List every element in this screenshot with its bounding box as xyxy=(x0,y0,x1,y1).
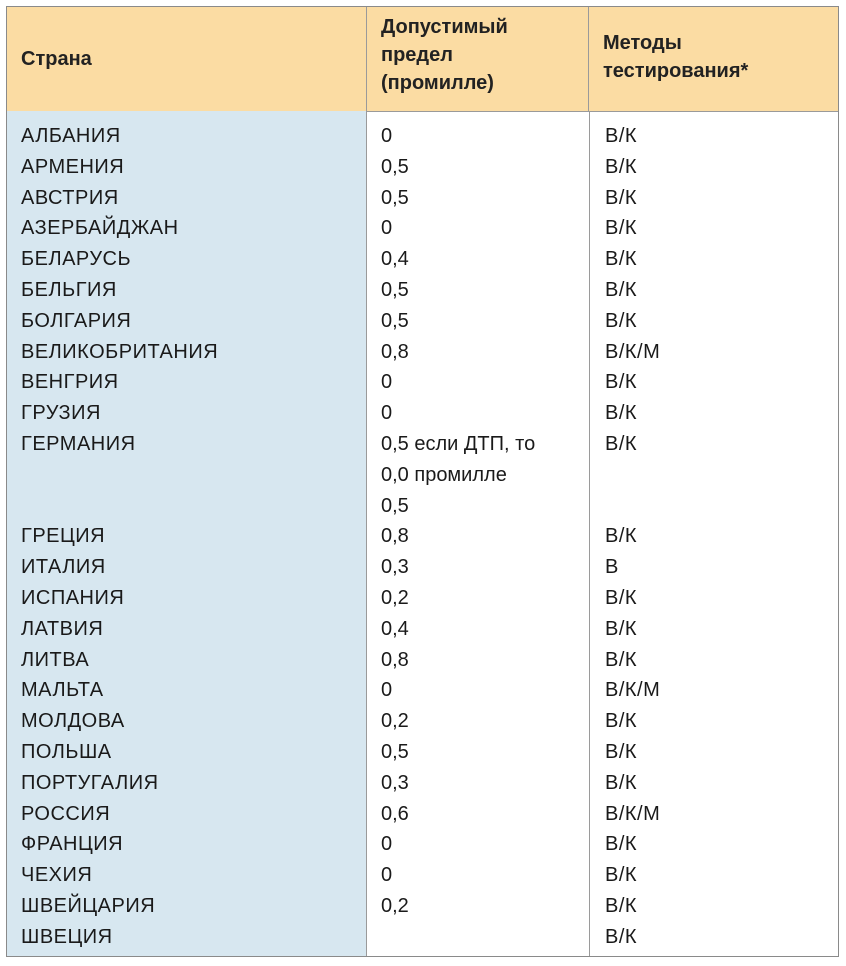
limit-value: 0,6 xyxy=(381,802,409,825)
method-cell: В/К/М xyxy=(605,679,661,702)
limit-value: 0,5 если ДТП, то xyxy=(381,432,536,455)
method-cell: В/К xyxy=(605,186,638,209)
header-limit-line: Допустимый xyxy=(381,16,508,38)
limit-value: 0,8 xyxy=(381,525,409,548)
table-row xyxy=(7,768,838,799)
country-cell: ФРАНЦИЯ xyxy=(21,833,124,856)
limit-cell xyxy=(381,552,581,583)
method-cell: В/К xyxy=(605,217,638,240)
method-cell: В/К xyxy=(605,525,638,548)
table-row xyxy=(7,183,838,214)
limit-cell xyxy=(381,583,581,614)
method-cell: В/К xyxy=(605,771,638,794)
table-row xyxy=(7,398,838,429)
limit-value: 0 xyxy=(381,217,393,240)
limit-value: 0,5 xyxy=(381,309,409,332)
country-cell: БЕЛАРУСЬ xyxy=(21,248,132,271)
limit-cell xyxy=(381,521,581,552)
limit-value: 0,3 xyxy=(381,771,409,794)
table-row xyxy=(7,337,838,368)
limit-value: 0 xyxy=(381,833,393,856)
method-cell: В/К xyxy=(605,617,638,640)
method-cell: В/К/М xyxy=(605,802,661,825)
limit-value: 0 xyxy=(381,402,393,425)
method-cell: В/К xyxy=(605,371,638,394)
table-row xyxy=(7,891,838,922)
limit-value: 0,4 xyxy=(381,248,409,271)
country-cell: ПОРТУГАЛИЯ xyxy=(21,771,159,794)
table-row xyxy=(7,922,838,953)
limit-value: 0,3 xyxy=(381,556,409,579)
limit-cell xyxy=(381,244,581,275)
limit-cell xyxy=(381,306,581,337)
limit-cell xyxy=(381,768,581,799)
table-row xyxy=(7,306,838,337)
country-cell: МОЛДОВА xyxy=(21,710,125,733)
country-cell: РОССИЯ xyxy=(21,802,111,825)
country-cell: ИСПАНИЯ xyxy=(21,586,125,609)
table-row xyxy=(7,829,838,860)
table-row xyxy=(7,860,838,891)
limit-value: 0,5 xyxy=(381,278,409,301)
limit-cell xyxy=(381,337,581,368)
method-cell: В/К xyxy=(605,125,638,147)
country-cell: ВЕНГРИЯ xyxy=(21,371,119,394)
method-cell: В/К xyxy=(605,586,638,609)
country-cell: ШВЕЙЦАРИЯ xyxy=(21,894,156,917)
limit-cell xyxy=(381,121,581,152)
limit-cell xyxy=(381,645,581,676)
table-row xyxy=(7,799,838,830)
limit-value: 0 xyxy=(381,371,393,394)
limit-value: 0,5 xyxy=(381,186,409,209)
method-cell: В/К/М xyxy=(605,340,661,363)
table-row xyxy=(7,152,838,183)
table-body xyxy=(7,111,838,956)
limit-value: 0 xyxy=(381,679,393,702)
country-cell: ЛАТВИЯ xyxy=(21,617,104,640)
country-cell: АРМЕНИЯ xyxy=(21,155,125,178)
limit-cell xyxy=(381,675,581,706)
limit-cell xyxy=(381,213,581,244)
table-row xyxy=(7,614,838,645)
country-cell: ГРУЗИЯ xyxy=(21,402,101,425)
table-row xyxy=(7,675,838,706)
table-row xyxy=(7,275,838,306)
method-cell: В xyxy=(605,556,619,579)
table-row xyxy=(7,521,838,552)
country-cell: АЗЕРБАЙДЖАН xyxy=(21,217,179,240)
header-country-label: Страна xyxy=(21,48,92,70)
country-cell: БОЛГАРИЯ xyxy=(21,309,132,332)
country-cell: ЛИТВА xyxy=(21,648,90,671)
limit-value: 0,2 xyxy=(381,894,409,917)
header-method-line: Методы xyxy=(603,32,682,54)
method-cell: В/К xyxy=(605,894,638,917)
limit-cell xyxy=(381,429,581,521)
country-cell: ШВЕЦИЯ xyxy=(21,925,113,948)
method-cell: В/К xyxy=(605,278,638,301)
table-header xyxy=(7,7,838,112)
limit-value: 0,8 xyxy=(381,648,409,671)
limit-value: 0,0 промилле xyxy=(381,463,507,486)
method-cell: В/К xyxy=(605,710,638,733)
country-cell: ВЕЛИКОБРИТАНИЯ xyxy=(21,340,219,363)
country-cell: АВСТРИЯ xyxy=(21,186,119,209)
limit-value: 0,2 xyxy=(381,586,409,609)
header-method xyxy=(589,7,838,111)
method-cell: В/К xyxy=(605,155,638,178)
limit-value: 0 xyxy=(381,125,393,147)
table-row xyxy=(7,244,838,275)
country-cell: МАЛЬТА xyxy=(21,679,104,702)
table-row xyxy=(7,213,838,244)
limit-cell xyxy=(381,799,581,830)
method-cell: В/К xyxy=(605,740,638,763)
limit-value: 0,2 xyxy=(381,710,409,733)
limit-value: 0,5 xyxy=(381,155,409,178)
method-cell: В/К xyxy=(605,864,638,887)
country-cell: ГЕРМАНИЯ xyxy=(21,432,136,455)
table-row xyxy=(7,645,838,676)
country-cell: БЕЛЬГИЯ xyxy=(21,278,117,301)
country-cell: ИТАЛИЯ xyxy=(21,556,106,579)
method-cell: В/К xyxy=(605,402,638,425)
table-row xyxy=(7,121,838,152)
table-row xyxy=(7,583,838,614)
method-cell: В/К xyxy=(605,309,638,332)
table-row xyxy=(7,367,838,398)
method-cell: В/К xyxy=(605,248,638,271)
table-rows xyxy=(7,121,838,953)
method-cell: В/К xyxy=(605,432,638,455)
limit-cell xyxy=(381,183,581,214)
country-cell: АЛБАНИЯ xyxy=(21,125,121,147)
table-row xyxy=(7,706,838,737)
limit-value: 0 xyxy=(381,864,393,887)
method-cell: В/К xyxy=(605,648,638,671)
method-cell: В/К xyxy=(605,925,638,948)
limit-value: 0,5 xyxy=(381,740,409,763)
limit-cell xyxy=(381,275,581,306)
alcohol-limits-table xyxy=(6,6,839,957)
method-cell: В/К xyxy=(605,833,638,856)
limit-value: 0,5 xyxy=(381,494,409,517)
limit-value: 0,4 xyxy=(381,617,409,640)
header-method-line: тестирования* xyxy=(603,60,749,82)
limit-cell xyxy=(381,152,581,183)
limit-cell xyxy=(381,860,581,891)
limit-cell xyxy=(381,737,581,768)
limit-cell xyxy=(381,367,581,398)
table-row xyxy=(7,429,838,521)
limit-cell xyxy=(381,891,581,922)
table-row xyxy=(7,552,838,583)
limit-cell xyxy=(381,706,581,737)
header-country xyxy=(7,7,367,111)
limit-cell xyxy=(381,829,581,860)
table-row xyxy=(7,737,838,768)
country-cell: ГРЕЦИЯ xyxy=(21,525,106,548)
country-cell: ПОЛЬША xyxy=(21,740,112,763)
header-limit xyxy=(367,7,589,111)
limit-value: 0,8 xyxy=(381,340,409,363)
limit-cell xyxy=(381,398,581,429)
header-limit-line: (промилле) xyxy=(381,72,494,94)
country-cell: ЧЕХИЯ xyxy=(21,864,93,887)
header-limit-line: предел xyxy=(381,44,453,66)
limit-cell xyxy=(381,614,581,645)
